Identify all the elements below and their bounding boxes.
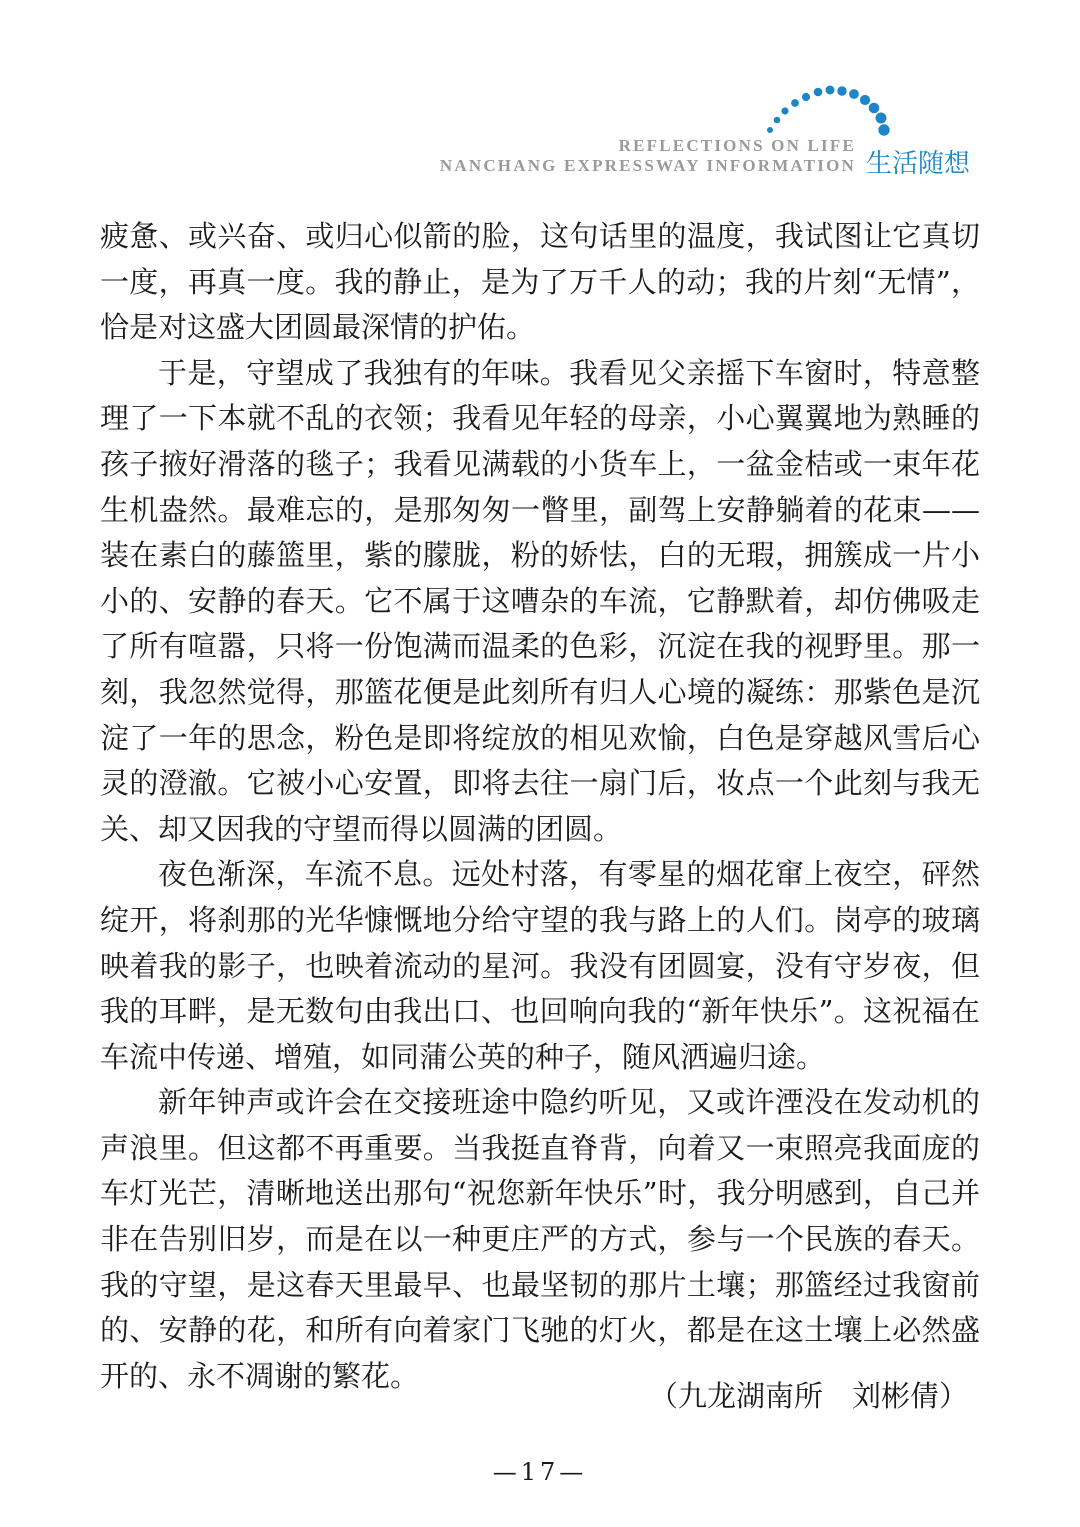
- paragraph: 疲惫、或兴奋、或归心似箭的脸，这句话里的温度，我试图让它真切一度，再真一度。我的静止，是为了万千人的动；我的片刻“无情”，恰是对这盛大团圆最深情的护佑。: [100, 219, 980, 345]
- article-body: [100, 214, 980, 1399]
- paragraph: 夜色渐深，车流不息。远处村落，有零星的烟花窜上夜空，砰然绽开，将刹那的光华慷慨地分给守望的我与路上的人们。岗亭的玻璃映着我的影子，也映着流动的星河。我没有团圆宴，没有守岁夜，但我的耳畔，是无数句由我出口、也回响向我的“新年快乐”。这祝福在车流中传递、增殖，如同蒲公英的种子，随风洒遍归途。: [100, 857, 980, 1074]
- section-title: 生活随想: [866, 149, 971, 179]
- header-english-title: REFLECTIONS ON LIFE: [618, 136, 856, 155]
- page-header: [0, 0, 1080, 200]
- paragraph: 于是，守望成了我独有的年味。我看见父亲摇下车窗时，特意整理了一下本就不乱的衣领；我看见年轻的母亲，小心翼翼地为熟睡的孩子掖好滑落的毯子；我看见满载的小货车上，一盆金桔或一束年花生机盎然。最难忘的，是那匆匆一瞥里，副驾上安静躺着的花束——装在素白的藤篮里，紫的朦胧，粉的娇怯，白的无瑕，拥簇成一片小小的、安静的春天。它不属于这嘈杂的车流，它静默着，却仿佛吸走了所有喧嚣，只将一份饱满而温柔的色彩，沉淀在我的视野里。那一刻，我忽然觉得，那篮花便是此刻所有归人心境的凝练：那紫色是沉淀了一年的思念，粉色是即将绽放的相见欢愉，白色是穿越风雪后心灵的澄澈。它被小心安置，即将去往一扇门后，妆点一个此刻与我无关、却又因我的守望而得以圆满的团圆。: [100, 355, 980, 846]
- page-number: —17—: [492, 1458, 588, 1486]
- paragraph: 新年钟声或许会在交接班途中隐约听见，又或许湮没在发动机的声浪里。但这都不再重要。当我挺直脊背，向着又一束照亮我面庞的车灯光芒，清晰地送出那句“祝您新年快乐”时，我分明感到，自己并非在告别旧岁，而是在以一种更庄严的方式，参与一个民族的春天。我的守望，是这春天里最早、也最坚韧的那片土壤；那篮经过我窗前的、安静的花，和所有向着家门飞驰的灯火，都是在这土壤上必然盛开的、永不凋谢的繁花。: [100, 1085, 980, 1393]
- author-byline: （九龙湖南所 刘彬倩）: [648, 1379, 968, 1413]
- header-english-subtitle: NANCHANG EXPRESSWAY INFORMATION: [439, 156, 856, 175]
